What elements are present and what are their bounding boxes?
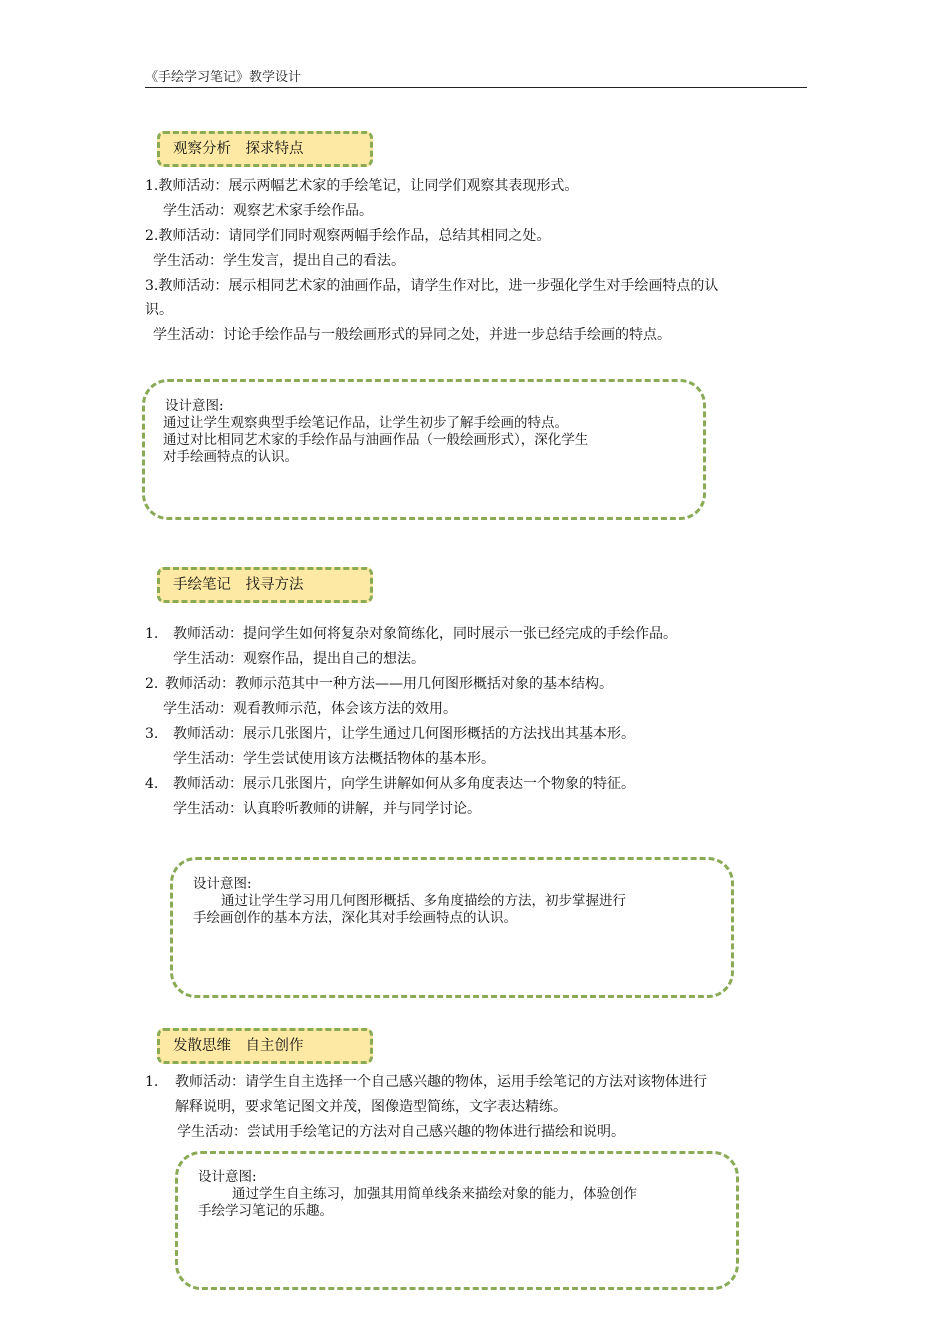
intent-line: 通过让学生观察典型手绘笔记作品，让学生初步了解手绘画的特点。 [163,415,568,431]
s2-teacher-activity: 教师活动：教师示范其中一种方法——用几何图形概括对象的基本结构。 [165,676,613,692]
section-tag-method: 手绘笔记 找寻方法 [157,567,373,603]
s2-item-number: 4. [145,776,159,792]
s3-teacher-activity: 教师活动：请学生自主选择一个自己感兴趣的物体，运用手绘笔记的方法对该物体进行 [175,1074,707,1090]
s1-line-5: 3.教师活动：展示相同艺术家的油画作品，请学生作对比，进一步强化学生对手绘画特点的认 [145,278,719,294]
intent-line: 通过对比相同艺术家的手绘作品与油画作品（一般绘画形式），深化学生 [163,432,589,448]
design-intent-box-2 [170,857,734,998]
s1-line-2: 学生活动：观察艺术家手绘作品。 [163,203,373,219]
intent-label: 设计意图: [198,1169,257,1185]
intent-line: 手绘画创作的基本方法，深化其对手绘画特点的认识。 [193,910,517,926]
s1-line-4: 学生活动：学生发言，提出自己的看法。 [153,253,405,269]
s3-item-number: 1. [145,1074,159,1090]
s2-item-number: 2. [145,676,159,692]
section-tag-create: 发散思维 自主创作 [157,1028,373,1064]
s1-line-7: 学生活动：讨论手绘作品与一般绘画形式的异同之处，并进一步总结手绘画的特点。 [153,327,671,343]
s2-student-activity: 学生活动：观察作品，提出自己的想法。 [173,651,425,667]
s2-teacher-activity: 教师活动：展示几张图片，让学生通过几何图形概括的方法找出其基本形。 [173,726,635,742]
s2-item-number: 1. [145,626,159,642]
s3-teacher-activity-cont: 解释说明，要求笔记图文并茂，图像造型简练，文字表达精练。 [175,1099,567,1115]
intent-line: 通过学生自主练习，加强其用简单线条来描绘对象的能力，体验创作 [232,1186,637,1202]
intent-label: 设计意图: [165,398,224,414]
s1-line-3: 2.教师活动：请同学们同时观察两幅手绘作品，总结其相同之处。 [145,228,551,244]
s1-line-6: 识。 [145,302,173,318]
document-header: 《手绘学习笔记》教学设计 [145,66,807,88]
s2-item-number: 3. [145,726,159,742]
s2-student-activity: 学生活动：观看教师示范，体会该方法的效用。 [163,701,457,717]
design-intent-box-1 [142,379,706,520]
s2-teacher-activity: 教师活动：展示几张图片，向学生讲解如何从多角度表达一个物象的特征。 [173,776,635,792]
s2-student-activity: 学生活动：认真聆听教师的讲解，并与同学讨论。 [173,801,481,817]
section-tag-observe: 观察分析 探求特点 [157,131,373,167]
s3-student-activity: 学生活动：尝试用手绘笔记的方法对自己感兴趣的物体进行描绘和说明。 [177,1124,625,1140]
design-intent-box-3 [175,1151,739,1290]
s1-line-1: 1.教师活动：展示两幅艺术家的手绘笔记，让同学们观察其表现形式。 [145,178,579,194]
intent-line: 对手绘画特点的认识。 [163,449,298,465]
intent-line: 通过让学生学习用几何图形概括、多角度描绘的方法，初步掌握进行 [221,893,626,909]
s2-student-activity: 学生活动：学生尝试使用该方法概括物体的基本形。 [173,751,495,767]
intent-label: 设计意图: [193,876,252,892]
s2-teacher-activity: 教师活动：提问学生如何将复杂对象简练化，同时展示一张已经完成的手绘作品。 [173,626,677,642]
intent-line: 手绘学习笔记的乐趣。 [198,1203,333,1219]
